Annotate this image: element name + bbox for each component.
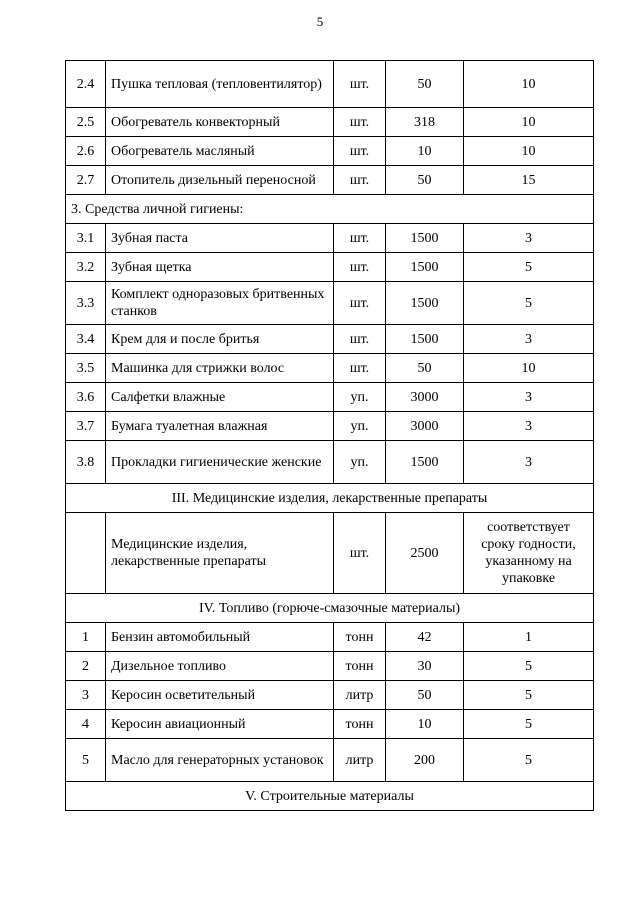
item-period: 3 (464, 441, 594, 484)
item-number: 3.8 (66, 441, 106, 484)
table-row (66, 224, 594, 253)
item-unit: уп. (334, 441, 386, 484)
item-quantity: 50 (386, 61, 464, 108)
table-row (66, 623, 594, 652)
table-row (66, 166, 594, 195)
item-number: 3.7 (66, 412, 106, 441)
item-number: 3.1 (66, 224, 106, 253)
heading-row (66, 782, 594, 811)
item-name: Прокладки гигиенические женские (106, 441, 334, 484)
item-unit: шт. (334, 282, 386, 325)
item-unit: шт. (334, 137, 386, 166)
item-period: 3 (464, 224, 594, 253)
item-unit: шт. (334, 354, 386, 383)
item-quantity: 1500 (386, 441, 464, 484)
item-quantity: 1500 (386, 282, 464, 325)
group-heading: IV. Топливо (горюче-смазочные материалы) (66, 594, 594, 623)
item-quantity: 1500 (386, 325, 464, 354)
item-unit: уп. (334, 412, 386, 441)
item-period: 10 (464, 108, 594, 137)
item-period: 15 (464, 166, 594, 195)
item-unit: уп. (334, 383, 386, 412)
item-unit: тонн (334, 710, 386, 739)
item-quantity: 3000 (386, 383, 464, 412)
item-unit: шт. (334, 166, 386, 195)
item-quantity: 30 (386, 652, 464, 681)
item-name: Бензин автомобильный (106, 623, 334, 652)
table-row (66, 681, 594, 710)
item-number: 3.3 (66, 282, 106, 325)
item-number: 5 (66, 739, 106, 782)
item-quantity: 318 (386, 108, 464, 137)
item-period: 3 (464, 383, 594, 412)
item-unit: шт. (334, 108, 386, 137)
item-name: Машинка для стрижки волос (106, 354, 334, 383)
table-row (66, 441, 594, 484)
item-period: 10 (464, 61, 594, 108)
item-unit: шт. (334, 253, 386, 282)
item-number: 3.6 (66, 383, 106, 412)
item-period: 10 (464, 137, 594, 166)
item-number: 2.4 (66, 61, 106, 108)
page-number: 5 (316, 14, 324, 29)
item-number: 2.5 (66, 108, 106, 137)
item-name: Дизельное топливо (106, 652, 334, 681)
item-name: Отопитель дизельный переносной (106, 166, 334, 195)
item-period: 5 (464, 282, 594, 325)
item-name: Зубная щетка (106, 253, 334, 282)
item-period: 5 (464, 710, 594, 739)
item-unit: шт. (334, 224, 386, 253)
item-number: 2.6 (66, 137, 106, 166)
section-row (66, 195, 594, 224)
table-row (66, 412, 594, 441)
item-name: Керосин авиационный (106, 710, 334, 739)
table-row (66, 325, 594, 354)
item-name: Медицинские изделия, лекарственные препараты (106, 513, 334, 594)
table-row (66, 739, 594, 782)
item-number: 3.4 (66, 325, 106, 354)
item-name: Обогреватель конвекторный (106, 108, 334, 137)
supplies-table (65, 60, 594, 811)
item-period: 5 (464, 652, 594, 681)
item-period: 1 (464, 623, 594, 652)
item-name: Масло для генераторных установок (106, 739, 334, 782)
table-row (66, 282, 594, 325)
item-quantity: 10 (386, 710, 464, 739)
item-name: Пушка тепловая (тепловентилятор) (106, 61, 334, 108)
item-quantity: 10 (386, 137, 464, 166)
table-row (66, 513, 594, 594)
item-name: Керосин осветительный (106, 681, 334, 710)
table-row (66, 710, 594, 739)
item-period: 3 (464, 325, 594, 354)
item-unit: шт. (334, 325, 386, 354)
item-unit: тонн (334, 623, 386, 652)
table-row (66, 253, 594, 282)
item-quantity: 50 (386, 681, 464, 710)
item-name: Зубная паста (106, 224, 334, 253)
item-number: 4 (66, 710, 106, 739)
table-row (66, 137, 594, 166)
table-row (66, 383, 594, 412)
item-number: 3.5 (66, 354, 106, 383)
item-unit: шт. (334, 513, 386, 594)
item-period: 5 (464, 739, 594, 782)
item-quantity: 1500 (386, 253, 464, 282)
table-row (66, 354, 594, 383)
table-row (66, 61, 594, 108)
item-number: 3.2 (66, 253, 106, 282)
item-quantity: 1500 (386, 224, 464, 253)
section-title: 3. Средства личной гигиены: (66, 195, 594, 224)
group-heading: V. Строительные материалы (66, 782, 594, 811)
item-number: 1 (66, 623, 106, 652)
item-period: соответствует сроку годности, указанному на упаковке (464, 513, 594, 594)
heading-row (66, 594, 594, 623)
item-quantity: 3000 (386, 412, 464, 441)
table-row (66, 652, 594, 681)
item-quantity: 200 (386, 739, 464, 782)
item-period: 10 (464, 354, 594, 383)
table-row (66, 108, 594, 137)
item-unit: шт. (334, 61, 386, 108)
item-unit: литр (334, 681, 386, 710)
item-quantity: 50 (386, 354, 464, 383)
item-period: 5 (464, 253, 594, 282)
item-name: Комплект одноразовых бритвенных станков (106, 282, 334, 325)
item-number: 2.7 (66, 166, 106, 195)
item-period: 5 (464, 681, 594, 710)
item-quantity: 2500 (386, 513, 464, 594)
item-number: 2 (66, 652, 106, 681)
group-heading: III. Медицинские изделия, лекарственные препараты (66, 484, 594, 513)
item-name: Крем для и после бритья (106, 325, 334, 354)
item-name: Обогреватель масляный (106, 137, 334, 166)
item-number (66, 513, 106, 594)
item-quantity: 42 (386, 623, 464, 652)
item-number: 3 (66, 681, 106, 710)
item-name: Салфетки влажные (106, 383, 334, 412)
item-name: Бумага туалетная влажная (106, 412, 334, 441)
item-unit: литр (334, 739, 386, 782)
item-quantity: 50 (386, 166, 464, 195)
item-period: 3 (464, 412, 594, 441)
item-unit: тонн (334, 652, 386, 681)
heading-row (66, 484, 594, 513)
